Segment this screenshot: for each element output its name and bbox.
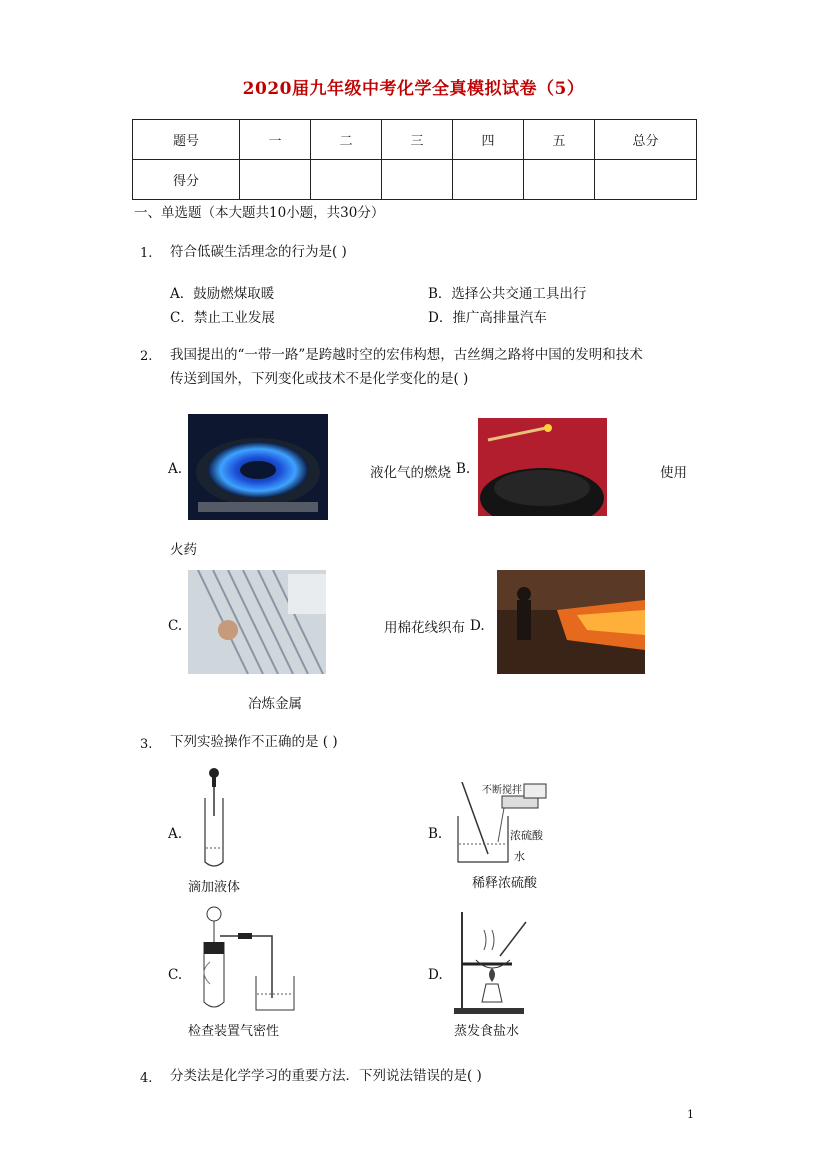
question-text: 分类法是化学学习的重要方法．下列说法错误的是( ) — [170, 1068, 482, 1084]
table-cell — [453, 160, 524, 200]
option-letter-c: C. — [168, 967, 183, 983]
table-row — [133, 120, 697, 160]
table-cell: 总分 — [595, 120, 697, 160]
table-cell: 二 — [311, 120, 382, 160]
table-cell — [524, 160, 595, 200]
table-cell: 得分 — [133, 160, 240, 200]
option-letter-b: B. — [428, 826, 443, 842]
option-caption-b: 使用 — [660, 465, 687, 481]
option-caption-a: 液化气的燃烧 — [370, 465, 451, 481]
option-c: C．禁止工业发展 — [170, 310, 275, 326]
option-b: B．选择公共交通工具出行 — [428, 286, 587, 302]
option-letter-d: D. — [428, 967, 443, 983]
question-text: 我国提出的“一带一路”是跨越时空的宏伟构想，古丝绸之路将中国的发明和技术 — [170, 347, 643, 363]
dropper-tube-diagram — [195, 766, 235, 872]
table-cell: 一 — [240, 120, 311, 160]
option-d: D．推广高排量汽车 — [428, 310, 547, 326]
figure-caption: 蒸发食盐水 — [454, 1024, 520, 1039]
diagram-label: 水 — [514, 850, 525, 863]
table-cell — [240, 160, 311, 200]
evaporation-diagram — [452, 910, 532, 1016]
question-text: 传送到国外，下列变化或技术不是化学变化的是( ) — [170, 371, 469, 387]
option-a: A．鼓励燃煤取暖 — [170, 286, 275, 302]
table-cell: 五 — [524, 120, 595, 160]
table-cell: 题号 — [133, 120, 240, 160]
question-number: 2. — [140, 349, 153, 364]
table-cell — [311, 160, 382, 200]
page-number: 1 — [687, 1108, 694, 1121]
gas-flame-image — [188, 414, 328, 520]
option-caption-d: 冶炼金属 — [248, 696, 302, 712]
figure-caption: 检查装置气密性 — [188, 1024, 280, 1039]
diagram-label: 浓硫酸 — [510, 829, 543, 842]
option-letter-b: B. — [456, 461, 471, 477]
option-letter-a: A. — [168, 826, 183, 842]
figure-caption: 滴加液体 — [188, 880, 241, 895]
question-text: 下列实验操作不正确的是 ( ) — [170, 734, 338, 750]
section-heading: 一、单选题（本大题共10小题，共30分） — [134, 205, 385, 221]
weaving-image — [188, 570, 326, 674]
figure-caption: 稀释浓硫酸 — [472, 876, 538, 891]
table-cell — [595, 160, 697, 200]
question-number: 1. — [140, 246, 153, 261]
option-caption-b: 火药 — [170, 542, 197, 558]
option-letter-c: C. — [168, 618, 183, 634]
option-caption-c: 用棉花线织布 — [384, 620, 465, 636]
gunpowder-image — [478, 418, 607, 516]
smelting-image — [497, 570, 645, 674]
diagram-label: 不断搅拌 — [482, 785, 522, 796]
question-text: 符合低碳生活理念的行为是( ) — [170, 244, 347, 260]
table-cell — [382, 160, 453, 200]
question-number: 4. — [140, 1071, 153, 1086]
table-row — [133, 160, 697, 200]
score-table — [132, 119, 697, 200]
option-letter-d: D. — [470, 618, 485, 634]
airtight-check-diagram — [196, 906, 296, 1016]
table-cell: 四 — [453, 120, 524, 160]
question-number: 3. — [140, 737, 153, 752]
page-title: 2020届九年级中考化学全真模拟试卷（5） — [242, 79, 585, 99]
option-letter-a: A. — [168, 461, 183, 477]
table-cell: 三 — [382, 120, 453, 160]
